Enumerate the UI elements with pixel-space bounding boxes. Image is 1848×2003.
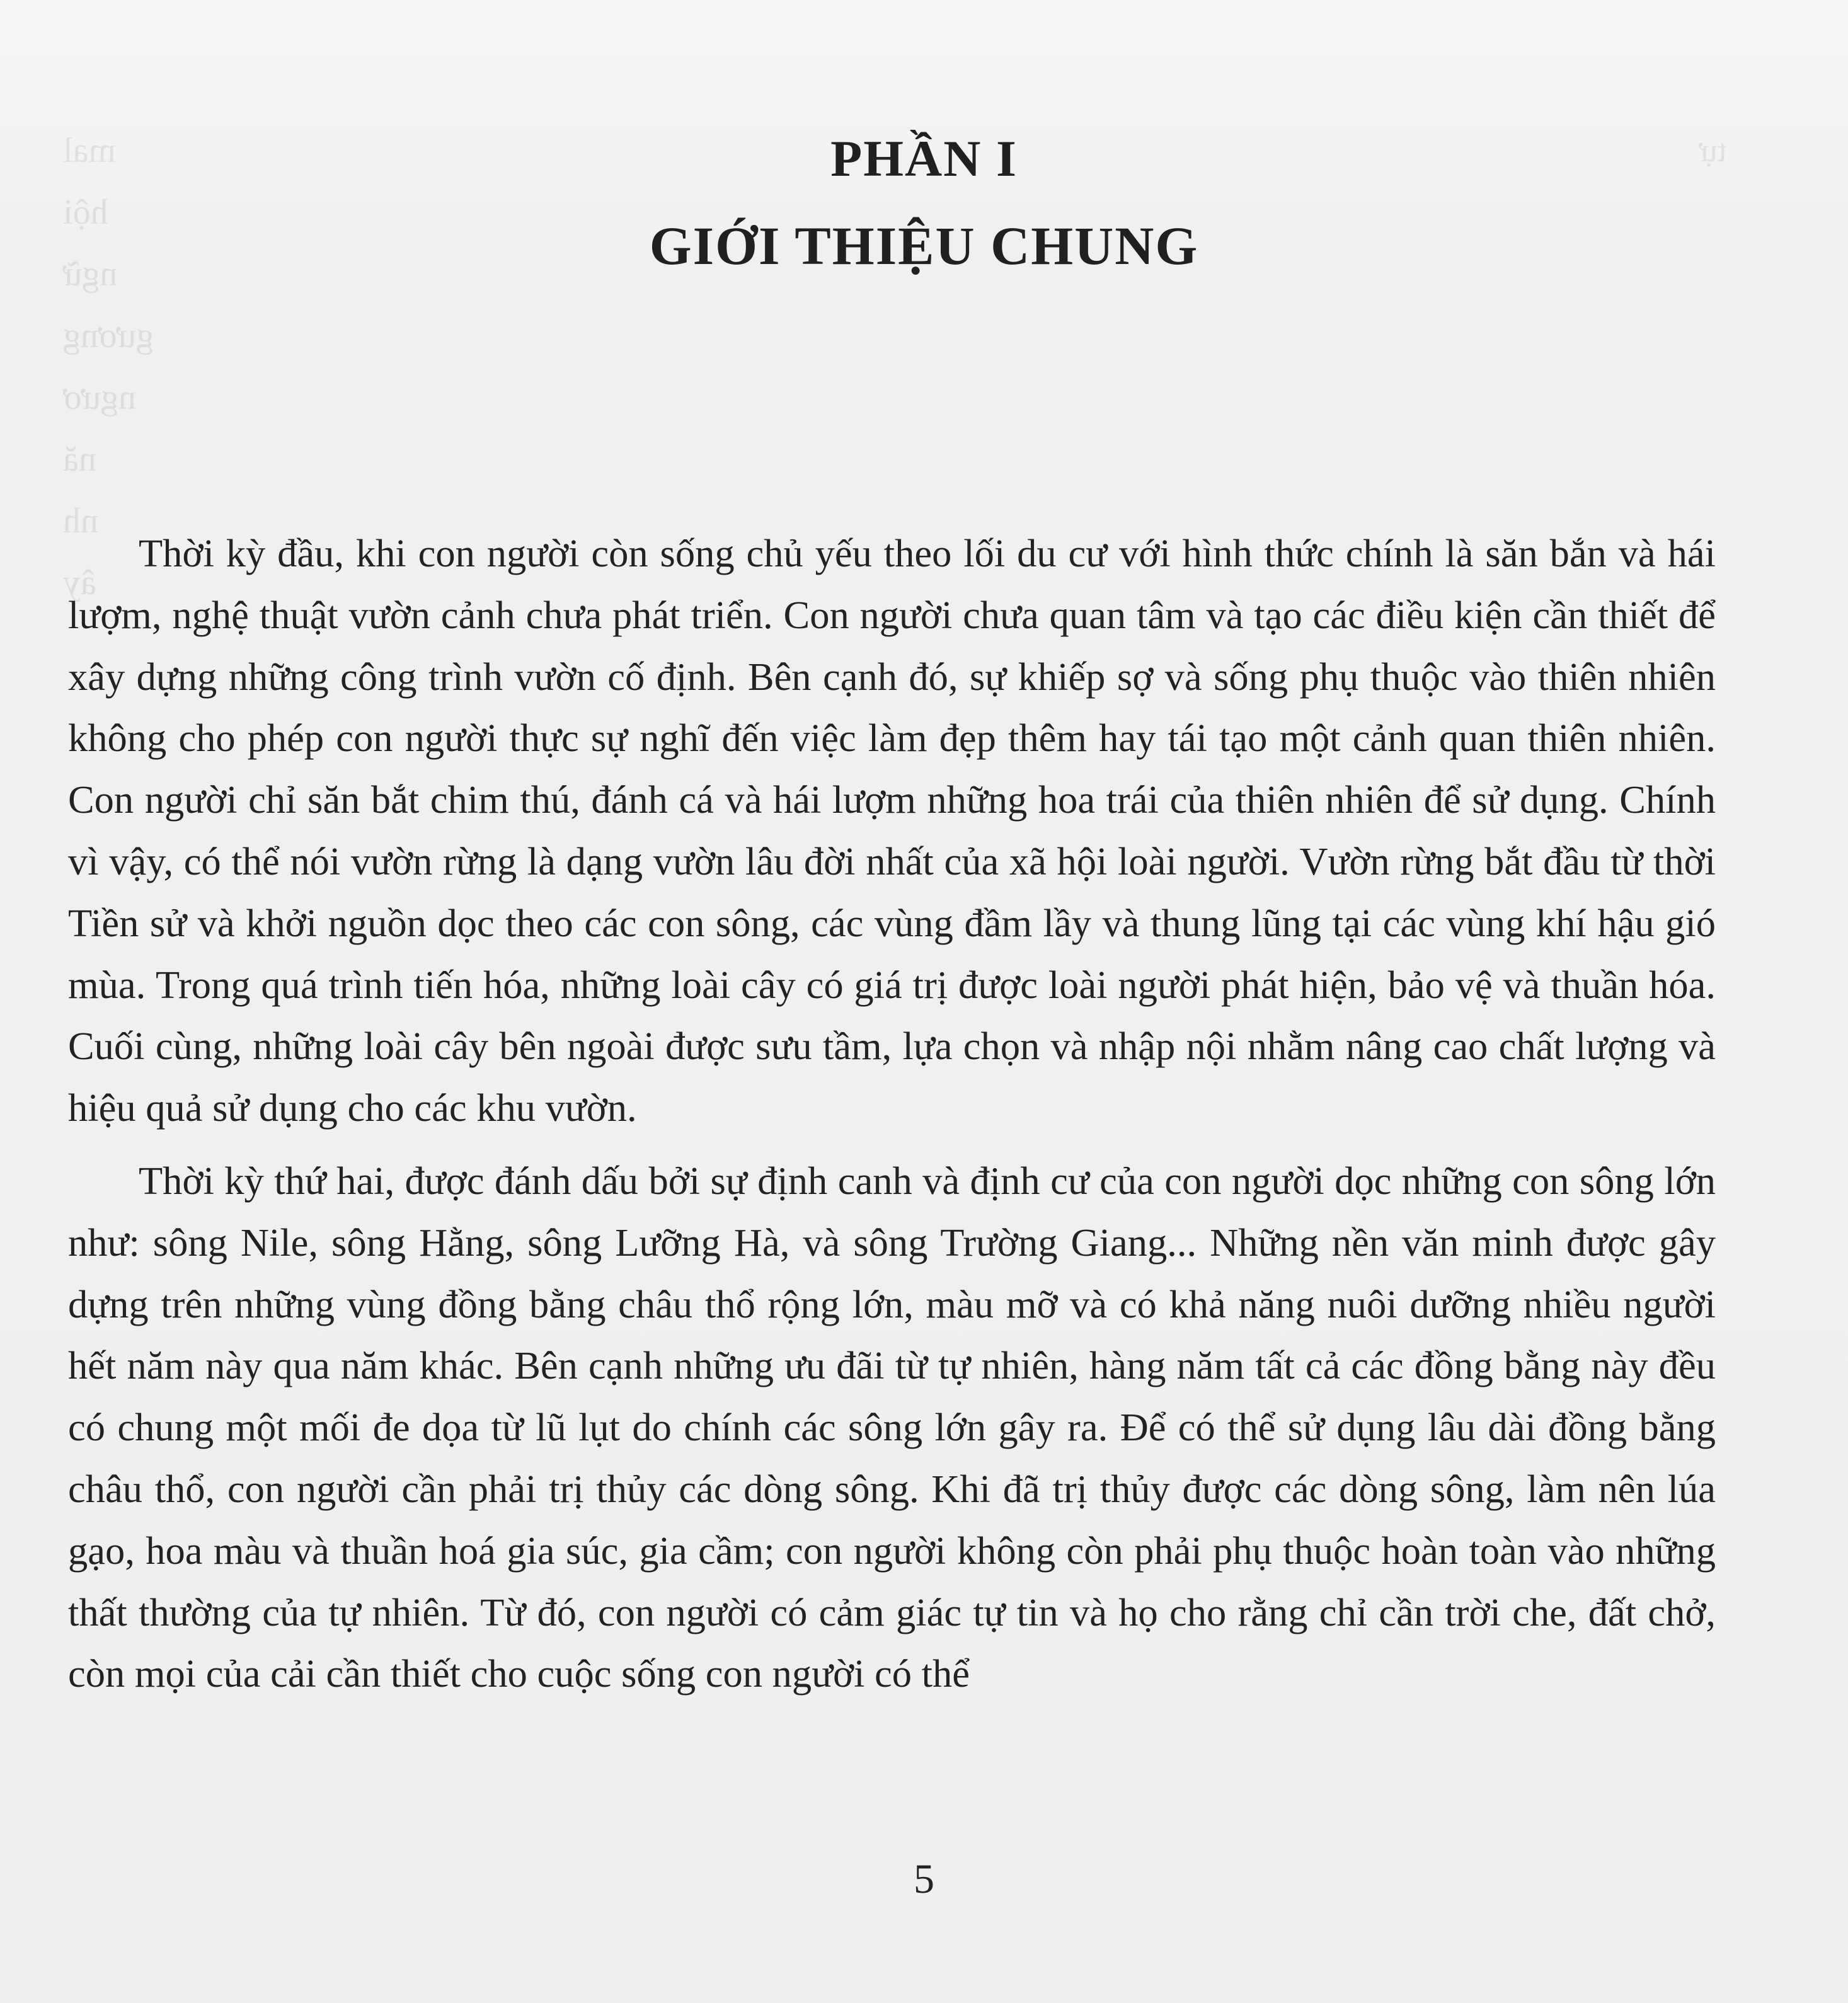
page-number: 5 xyxy=(914,1856,934,1902)
bleed-through-text-left: mal hội ngữ gương ngươ nă nh ây xyxy=(63,131,154,602)
bleed-through-text-right: tự xyxy=(1699,133,1726,169)
part-label: PHẦN I xyxy=(830,130,1018,187)
paragraph-2: Thời kỳ thứ hai, được đánh dấu bởi sự định canh và định cư của con người dọc những con sông lớn như: sông Nile, sông Hằng, sông Lưỡng Hà, và sông Trường Giang... Những nền văn minh được gây dựng trên những vùng đồng bằng châu thổ rộng lớn, màu mỡ và có khả năng nuôi dưỡng nhiều người hết năm này qua năm khác. Bên cạnh những ưu đãi từ tự nhiên, hàng năm tất cả các đồng bằng này đều có chung một mối đe dọa từ lũ lụt do chính các sông lớn gây ra. Để có thể sử dụng lâu dài đồng bằng châu thổ, con người cần phải trị thủy các dòng sông. Khi đã trị thủy được các dòng sông, làm nên lúa gạo, hoa màu và thuần hoá gia súc, gia cầm; con người không còn phải phụ thuộc hoàn toàn vào những thất thường của tự nhiên. Từ đó, con người có cảm giác tự tin và họ cho rằng chỉ cần trời che, đất chở, còn mọi của cải cần thiết cho cuộc sống con người có thể xyxy=(68,1158,1716,1696)
section-title: GIỚI THIỆU CHUNG xyxy=(649,215,1199,276)
body-text xyxy=(68,523,1716,1705)
paragraph-1: Thời kỳ đầu, khi con người còn sống chủ yếu theo lối du cư với hình thức chính là săn bắn và hái lượm, nghệ thuật vườn cảnh chưa phát triển. Con người chưa quan tâm và tạo các điều kiện cần thiết để xây dựng những công trình vườn cố định. Bên cạnh đó, sự khiếp sợ và sống phụ thuộc vào thiên nhiên không cho phép con người thực sự nghĩ đến việc làm đẹp thêm hay tái tạo một cảnh quan thiên nhiên. Con người chỉ săn bắt chim thú, đánh cá và hái lượm những hoa trái của thiên nhiên để sử dụng. Chính vì vậy, có thể nói vườn rừng là dạng vườn lâu đời nhất của xã hội loài người. Vườn rừng bắt đầu từ thời Tiền sử và khởi nguồn dọc theo các con sông, các vùng đầm lầy và thung lũng tại các vùng khí hậu gió mùa. Trong quá trình tiến hóa, những loài cây có giá trị được loài người phát hiện, bảo vệ và thuần hóa. Cuối cùng, những loài cây bên ngoài được sưu tầm, lựa chọn và nhập nội nhằm nâng cao chất lượng và hiệu quả sử dụng cho các khu vườn. xyxy=(68,531,1716,1130)
